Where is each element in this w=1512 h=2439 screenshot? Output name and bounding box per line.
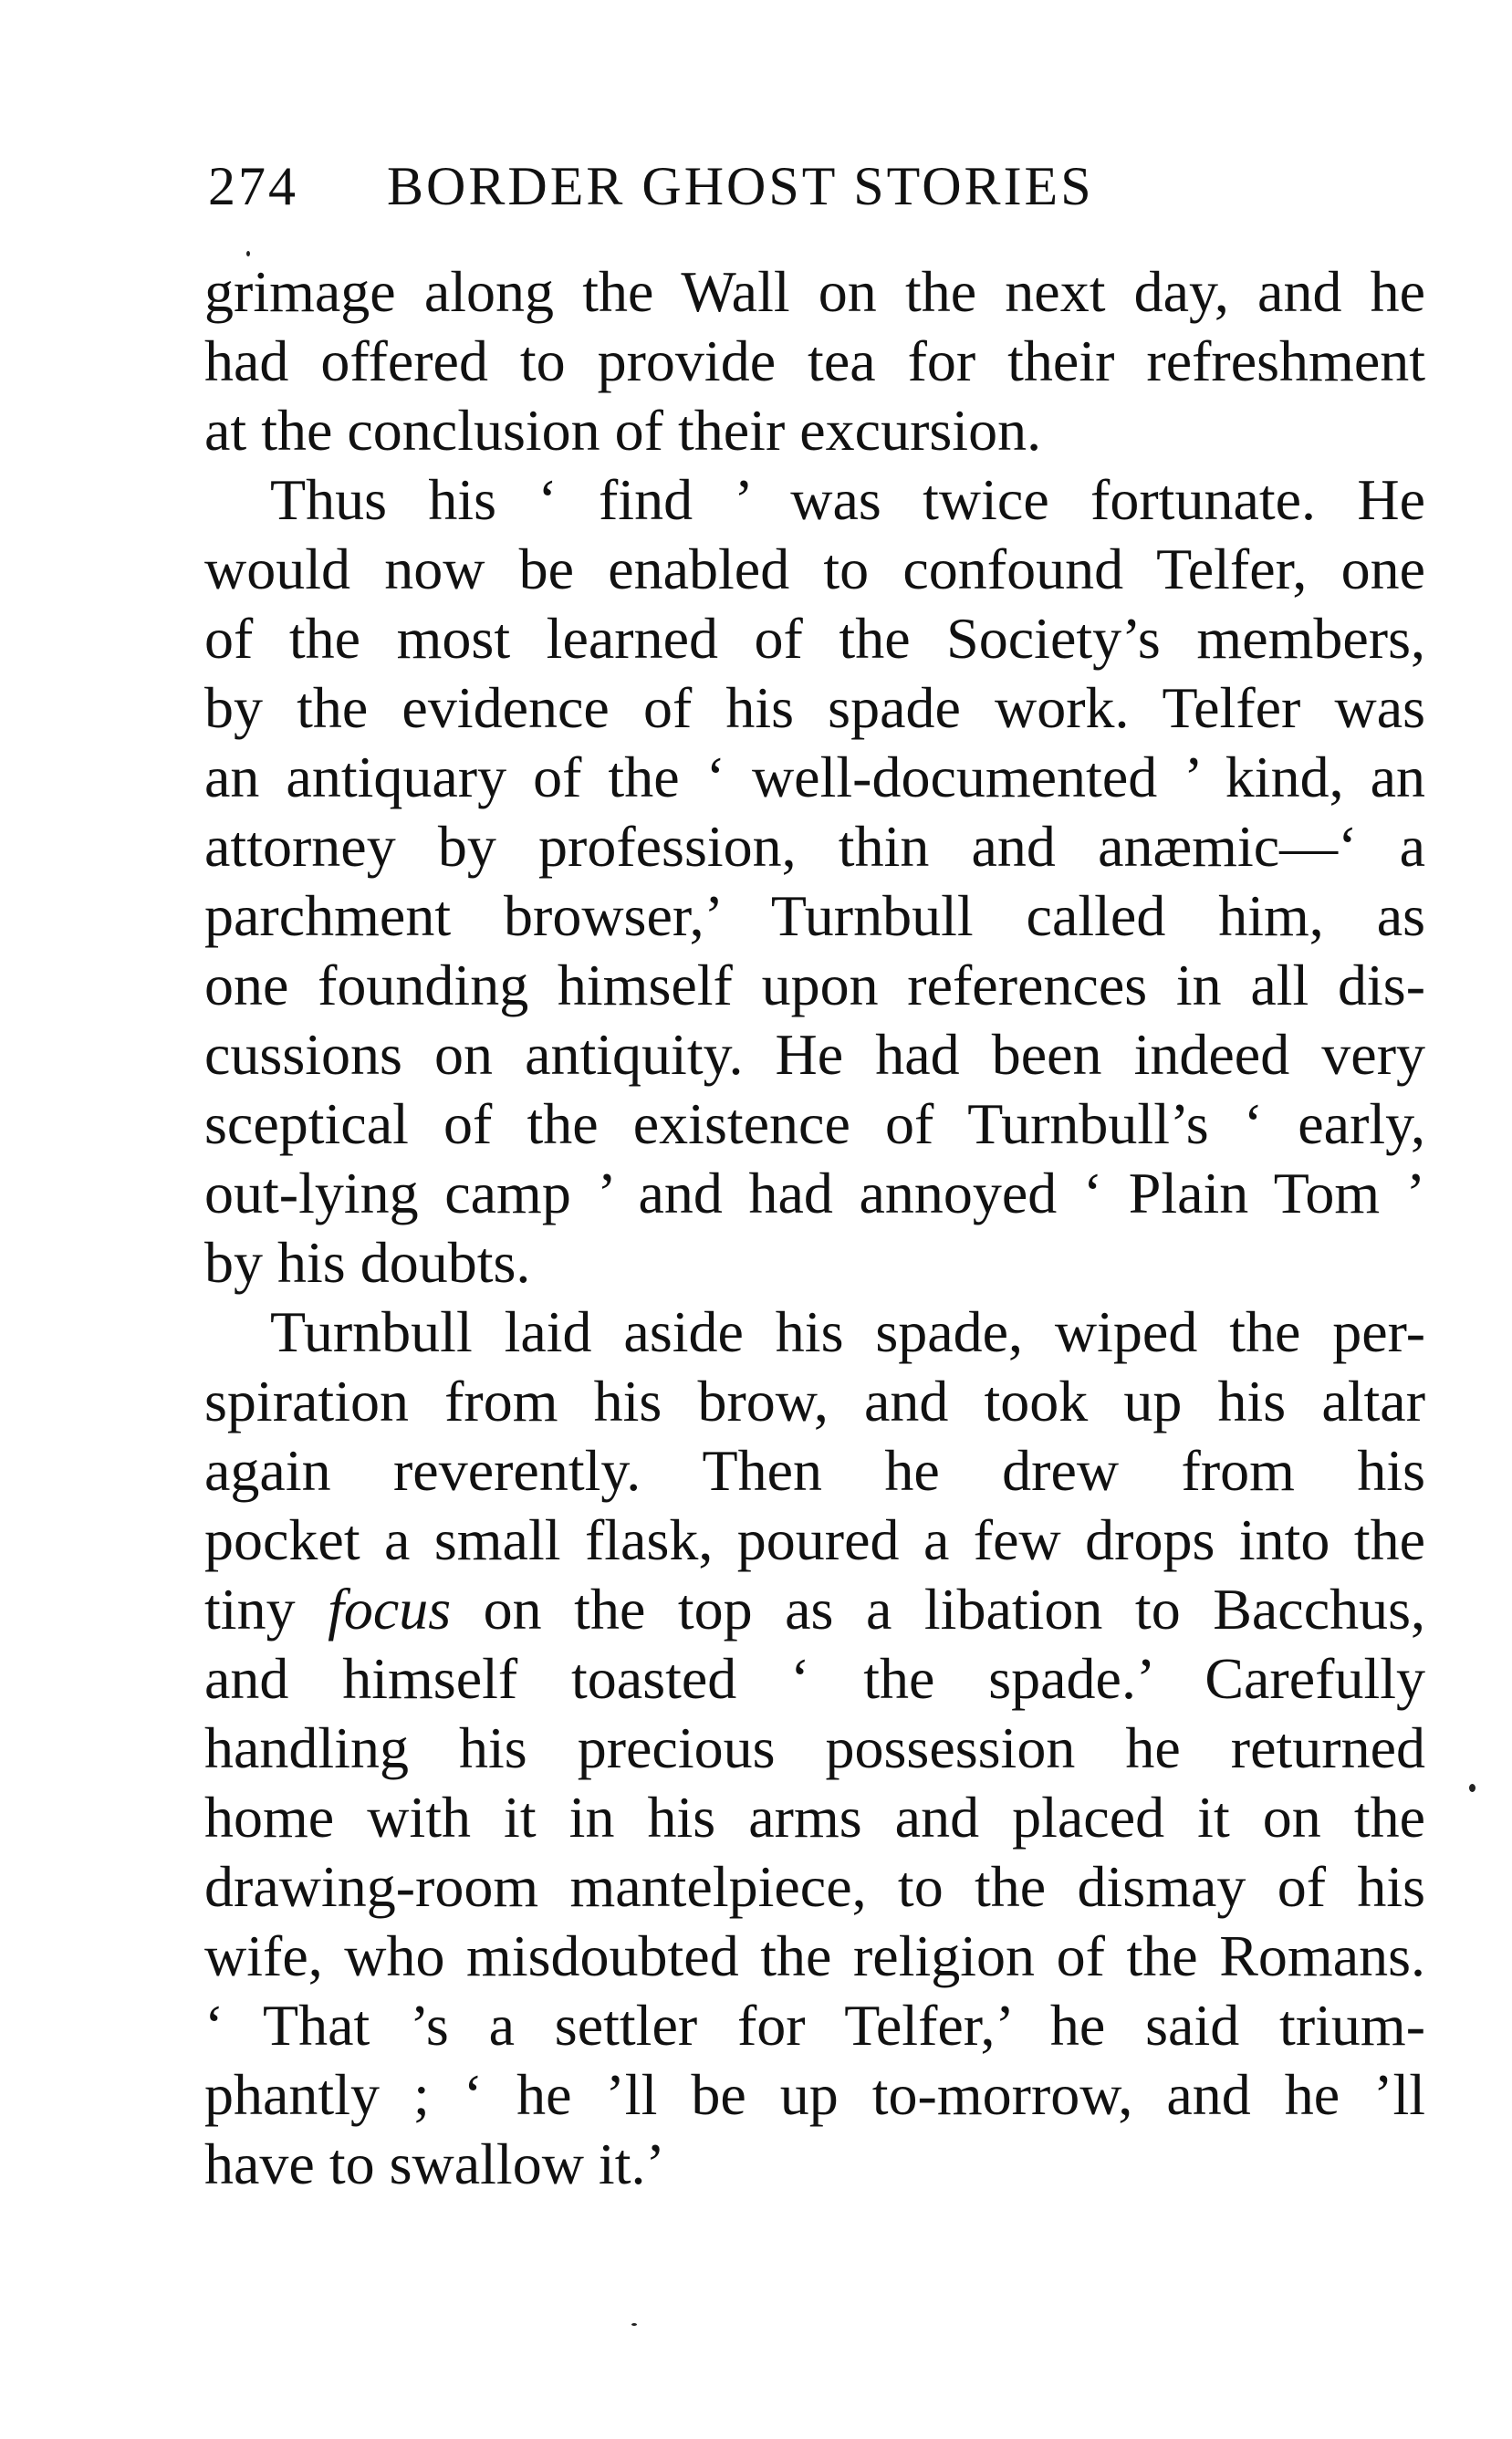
text-line: sceptical of the existence of Turnbull’s ‘ early, (204, 1091, 1425, 1156)
text-line: and himself toasted ‘ the spade.’ Carefully (204, 1646, 1425, 1711)
text-line: ‘ That ’s a settler for Telfer,’ he said trium- (204, 1993, 1425, 2058)
text-line: by his doubts. (204, 1230, 531, 1295)
text-line: parchment browser,’ Turnbull called him, as (204, 883, 1425, 948)
text-line: out-lying camp ’ and had annoyed ‘ Plain Tom ’ (204, 1161, 1425, 1225)
running-title: BORDER GHOST STORIES (387, 156, 1094, 216)
text-line: cussions on antiquity. He had been indeed very (204, 1022, 1425, 1087)
body-text (204, 257, 1425, 2199)
text-line: spiration from his brow, and took up his altar (204, 1369, 1425, 1433)
text-line: attorney by profession, thin and anæmic—‘ a (204, 814, 1425, 879)
page-number: 274 (208, 156, 298, 216)
text-line: have to swallow it.’ (204, 2132, 665, 2196)
text-line: wife, who misdoubted the religion of the Romans. (204, 1923, 1425, 1988)
text-line: grimage along the Wall on the next day, and he (204, 259, 1425, 324)
paragraph-first-line: Thus his ‘ find ’ was twice fortunate. He (270, 467, 1425, 532)
text-line: would now be enabled to confound Telfer, one (204, 537, 1425, 601)
text-fragment: on the top as a libation to Bacchus, (451, 1577, 1426, 1642)
text-line: handling his precious possession he returned (204, 1715, 1425, 1780)
ink-speck (631, 2323, 637, 2326)
text-line: of the most learned of the Society’s members, (204, 606, 1425, 671)
text-line: by the evidence of his spade work. Telfer was (204, 675, 1425, 740)
ink-speck (246, 251, 250, 256)
text-line-with-italic (204, 1575, 1425, 1644)
text-line: home with it in his arms and placed it on the (204, 1785, 1425, 1850)
text-line: an antiquary of the ‘ well-documented ’ kind, an (204, 745, 1425, 809)
page-header (208, 155, 1212, 228)
text-line: pocket a small flask, poured a few drops into the (204, 1507, 1425, 1572)
text-line: had offered to provide tea for their refreshment (204, 328, 1425, 393)
text-line: phantly ; ‘ he ’ll be up to-morrow, and he ’ll (204, 2062, 1425, 2127)
text-line: drawing-room mantelpiece, to the dismay of his (204, 1854, 1425, 1919)
ink-speck (1469, 1784, 1476, 1792)
text-line: at the conclusion of their excursion. (204, 398, 1042, 463)
text-fragment: tiny (204, 1577, 328, 1642)
text-line: one founding himself upon references in all dis- (204, 953, 1425, 1017)
text-line: again reverently. Then he drew from his (204, 1438, 1425, 1503)
paragraph-first-line: Turnbull laid aside his spade, wiped the per- (270, 1299, 1425, 1364)
italic-word: focus (328, 1577, 452, 1642)
